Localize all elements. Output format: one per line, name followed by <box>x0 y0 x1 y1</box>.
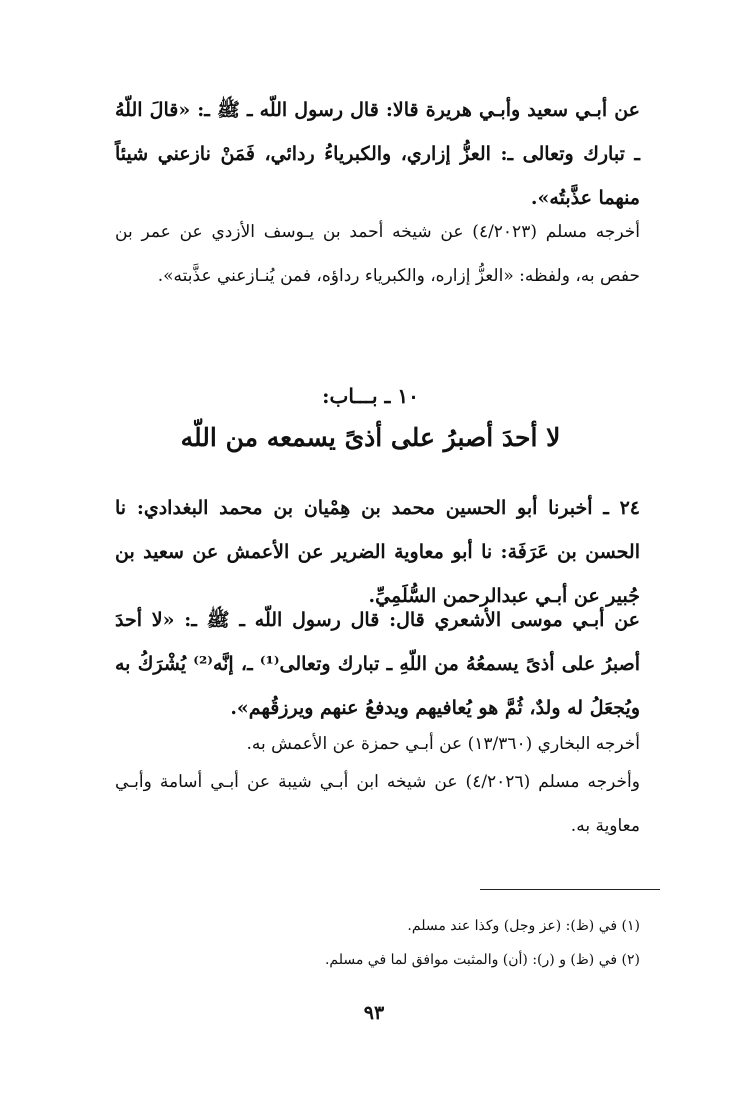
hadith-23-matn: عن أبـي سعيد وأبـي هريرة قالا: قال رسول اللّه ـ ﷺ ـ: «قالَ اللّهُ ـ تبارك وتعالى ـ: العزُّ إزاري، والكبرياءُ ردائي، فَمَنْ نازعني شيئاً منهما عذَّبتُه». <box>115 99 640 209</box>
footnote-2: (٢) في (ظ) و (ر): (أن) والمثبت موافق لما في مسلم. <box>324 952 640 968</box>
footnote-1: (١) في (ظ): (عز وجل) وكذا عند مسلم. <box>407 918 640 934</box>
page-number: ٩٣ <box>363 1002 385 1024</box>
hadith-24-isnad: ٢٤ ـ أخبرنا أبو الحسين محمد بن هِمْيان بن محمد البغدادي: نا الحسن بن عَرَفَة: نا أبو معاوية الضرير عن الأعمش عن سعيد بن جُبير عن أبـي عبدالرحمن السُّلَمِيِّ. <box>115 497 640 607</box>
chapter-number: ١٠ ـ بـــاب: <box>322 384 419 408</box>
hadith-24-takhrij-muslim: وأخرجه مسلم (٤/٢٠٢٦) عن شيخه ابن أبـي شيبة عن أبـي أسامة وأبـي معاوية به. <box>115 772 640 836</box>
hadith-23-takhrij: أخرجه مسلم (٤/٢٠٢٣) عن شيخه أحمد بن يـوسف الأزدي عن عمر بن حفص به، ولفظه: «العزُّ إزاره، والكبرياء رداؤه، فمن يُنـازعني عذَّبته». <box>115 222 640 286</box>
footnote-separator <box>480 889 660 890</box>
hadith-24-takhrij-bukhari: أخرجه البخاري (١٣/٣٦٠) عن أبـي حمزة عن الأعمش به. <box>246 734 640 754</box>
hadith-24-matn: عن أبـي موسى الأشعري قال: قال رسول اللّه ـ ﷺ ـ: «لا أحدَ أصبرُ على أذىً يسمعُهُ من اللّهِ ـ تبارك وتعالى⁽¹⁾ ـ، إنَّه⁽²⁾ يُشْرَكُ به ويُجعَلُ له ولدٌ، ثُمَّ هو يُعافيهم ويدفعُ عنهم ويرزقُهم». <box>115 609 641 719</box>
chapter-title: لا أحدَ أصبرُ على أذىً يسمعه من اللّه <box>180 423 561 452</box>
